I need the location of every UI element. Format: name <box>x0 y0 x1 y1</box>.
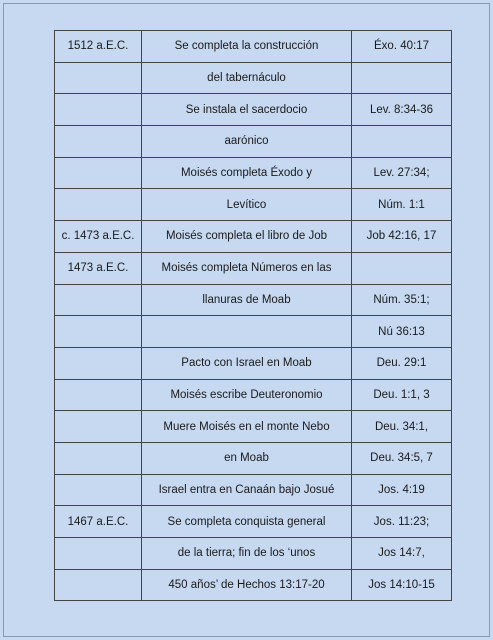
date-cell: 1467 a.E.C. <box>55 506 142 538</box>
reference-cell: Jos 14:7, <box>352 538 452 570</box>
date-cell <box>55 347 142 379</box>
reference-cell: Deu. 1:1, 3 <box>352 379 452 411</box>
event-cell: Moisés completa Éxodo y <box>142 157 352 189</box>
table-row <box>55 62 452 94</box>
event-cell: Se instala el sacerdocio <box>142 94 352 126</box>
table-row <box>55 538 452 570</box>
date-cell <box>55 157 142 189</box>
reference-cell: Jos. 4:19 <box>352 474 452 506</box>
date-cell <box>55 189 142 221</box>
date-cell <box>55 442 142 474</box>
event-cell <box>142 316 352 348</box>
event-cell: Moisés completa Números en las <box>142 252 352 284</box>
event-cell: Pacto con Israel en Moab <box>142 347 352 379</box>
event-cell: en Moab <box>142 442 352 474</box>
chronology-table <box>54 30 452 601</box>
date-cell <box>55 411 142 443</box>
date-cell <box>55 538 142 570</box>
date-cell <box>55 474 142 506</box>
event-cell: Se completa la construcción <box>142 31 352 63</box>
table-row <box>55 411 452 443</box>
date-cell <box>55 379 142 411</box>
event-cell: Israel entra en Canaán bajo Josué <box>142 474 352 506</box>
date-cell <box>55 126 142 158</box>
event-cell: Se completa conquista general <box>142 506 352 538</box>
table-row <box>55 506 452 538</box>
event-cell: de la tierra; fin de los ‘unos <box>142 538 352 570</box>
table-row <box>55 569 452 601</box>
date-cell <box>55 316 142 348</box>
reference-cell <box>352 252 452 284</box>
table-row <box>55 221 452 253</box>
reference-cell: Jos. 11:23; <box>352 506 452 538</box>
table-row <box>55 126 452 158</box>
event-cell: Levítico <box>142 189 352 221</box>
event-cell: Muere Moisés en el monte Nebo <box>142 411 352 443</box>
table-row <box>55 347 452 379</box>
reference-cell: Nú 36:13 <box>352 316 452 348</box>
event-cell: 450 años’ de Hechos 13:17-20 <box>142 569 352 601</box>
table-row <box>55 157 452 189</box>
reference-cell: Deu. 34:5, 7 <box>352 442 452 474</box>
chronology-table-body <box>55 31 452 601</box>
reference-cell: Deu. 34:1, <box>352 411 452 443</box>
table-row <box>55 189 452 221</box>
table-row <box>55 284 452 316</box>
reference-cell: Job 42:16, 17 <box>352 221 452 253</box>
reference-cell: Lev. 27:34; <box>352 157 452 189</box>
table-row <box>55 474 452 506</box>
date-cell <box>55 284 142 316</box>
reference-cell: Éxo. 40:17 <box>352 31 452 63</box>
date-cell <box>55 94 142 126</box>
reference-cell <box>352 62 452 94</box>
reference-cell <box>352 126 452 158</box>
date-cell <box>55 569 142 601</box>
table-row <box>55 31 452 63</box>
date-cell: 1473 a.E.C. <box>55 252 142 284</box>
table-row <box>55 379 452 411</box>
date-cell: c. 1473 a.E.C. <box>55 221 142 253</box>
reference-cell: Lev. 8:34-36 <box>352 94 452 126</box>
table-row <box>55 442 452 474</box>
date-cell: 1512 a.E.C. <box>55 31 142 63</box>
table-row <box>55 94 452 126</box>
reference-cell: Núm. 35:1; <box>352 284 452 316</box>
event-cell: Moisés escribe Deuteronomio <box>142 379 352 411</box>
date-cell <box>55 62 142 94</box>
table-row <box>55 316 452 348</box>
reference-cell: Núm. 1:1 <box>352 189 452 221</box>
reference-cell: Deu. 29:1 <box>352 347 452 379</box>
event-cell: aarónico <box>142 126 352 158</box>
event-cell: llanuras de Moab <box>142 284 352 316</box>
event-cell: del tabernáculo <box>142 62 352 94</box>
event-cell: Moisés completa el libro de Job <box>142 221 352 253</box>
table-row <box>55 252 452 284</box>
reference-cell: Jos 14:10-15 <box>352 569 452 601</box>
